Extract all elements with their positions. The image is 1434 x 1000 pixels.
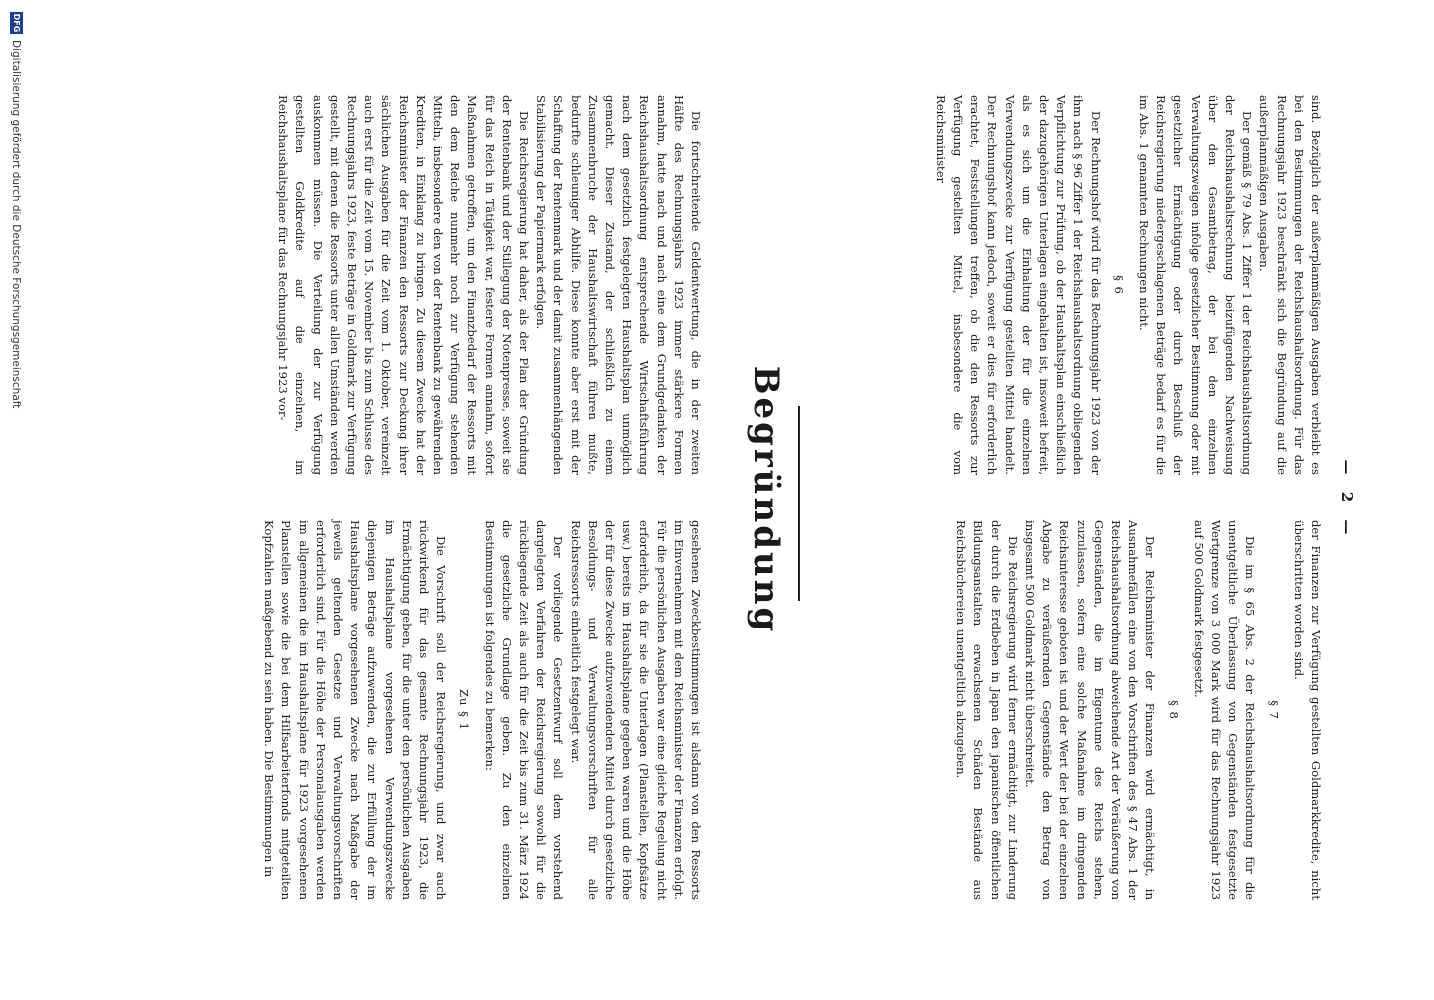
upper-right-column [952,520,1324,900]
paragraph: Die Vorschrift soll der Reichsregierung, und zwar auch rückwirkend für das gesamte Rechnungsjahr 1923, die Ermächtigung geben, für die unter den persönlichen Ausgaben im Haushaltsplane vorgesehenen Verwendungszwecke diejenigen Beträge aufzuwenden, die zur Erfüllung der im Haushaltsplane vorgesehenen Zwecke nach Maßgabe der jeweils geltenden Gesetze und Verwaltungsvorschriften erforderlich sind. Für die Höhe der Personalausgaben werden im allgemeinen die im Haushaltsplane für 1923 vorgesehenen Planstellen sowie die bei dem Hilfsarbeiterfonds mitgeteilten Kopfzahlen maßgebend zu sein haben. Die Bestimmungen in [262,520,449,900]
section-heading-6: § 6 [1111,275,1126,295]
lower-left-column [274,95,704,475]
paragraph: Der gemäß § 79 Abs. 1 Ziffer 1 der Reichshaushaltsordnung der Reichshaushaltsrechnung beizufügenden Nachweisung über den Gesamtbetrag, der bei den einzelnen Verwaltungszweigen infolge gesetzlicher Bestimmung oder mit gesetzlicher Ermächtigung oder durch Beschluß der Reichsregierung niedergeschlagenen Beträge bedarf es für die im Abs. 1 genannten Rechnungen nicht. [1136,95,1255,475]
credit-text: Digitalisierung gefördert durch die Deutsche Forschungsgemeinschaft [10,40,23,409]
paragraph: Die im § 65 Abs. 2 der Reichshaushaltsordnung für die unentgeltliche Überlassung von Gegenständen festgesetzte Wertgrenze von 3 000 Mark wird für das Rechnungsjahr 1923 auf 500 Goldmark festgesetzt. [1191,520,1258,900]
lower-right-column [260,520,704,900]
digitization-credit [10,12,23,408]
paragraph: gesehenen Zweckbestimmungen ist alsdann von den Ressorts im Einvernehmen mit dem Reichsminister der Finanzen erfolgt. Für die persönlichen Ausgaben war eine gleiche Regelung nicht erforderlich, da für sie die Unterlagen (Planstellen, Kopfsätze usw.) bereits im Haushaltsplane gegeben waren und die Höhe der für diese Zwecke aufzuwendenden Mittel durch gesetzliche Besoldungs- und Verwaltungsvorschriften für alle Reichsressorts einheitlich festgelegt war. [568,520,703,900]
section-heading-zu-1: Zu § 1 [457,688,472,732]
paragraph: Die Reichsregierung wird ferner ermächtigt, zur Linderung der durch die Erdbeben in Japan den japanischen öffentlichen Bildungsanstalten erwachsenen Schäden Bestände aus Reichsbüchereien unentgeltlich abzugeben. [954,520,1020,900]
paragraph: Die Reichsregierung hat daher, als der Plan der Gründung der Rentenbank und der Stillegung der Notenpresse, soweit sie für das Reich in Tätigkeit war, festere Formen annahm, sofort Maßnahmen getroffen, um den Finanzbedarf der Ressorts mit den dem Reiche nunmehr noch zur Verfügung stehenden Mitteln, insbesondere den von der Rentenbank zu gewährenden Krediten, in Einklang zu bringen. Zu diesem Zwecke hat der Reichsminister der Finanzen den Ressorts zur Deckung ihrer sächlichen Ausgaben für die Zeit vom 1. Oktober, vereinzelt auch erst für die Zeit vom 15. November bis zum Schlusse des Rechnungsjahrs 1923, feste Beträge in Goldmark zur Verfügung gestellt, mit denen die Ressorts unter allen Umständen werden auskommen müssen. Die Verteilung der zur Verfügung gestellten Goldkredite auf die einzelnen, im Reichshaushaltsplane für das Rechnungsjahr 1923 vor- [276,95,531,475]
upper-left-column [932,95,1324,475]
paragraph: der Finanzen zur Verfügung gestellten Goldmarkkredite, nicht überschritten worden sind. [1291,520,1323,900]
dfg-logo: DFG [12,13,21,33]
page-number: — 2 — [1338,459,1356,541]
section-heading-7: § 7 [1266,700,1281,720]
paragraph: Der Reichsminister der Finanzen wird ermächtigt, in Ausnahmefällen eine von den Vorschriften des § 47 Abs. 1 der Reichshaushaltsordnung abweichende Art der Veräußerung von Gegenständen, die im Eigentume des Reichs stehen, zuzulassen, sofern eine solche Maßnahme im dringenden Reichsinteresse geboten ist und der Wert der bei der einzelnen Abgabe zu veräußernden Gegenstände den Betrag von insgesamt 500 Goldmark nicht überschreitet. [1022,520,1158,900]
paragraph: sind. Bezüglich der außerplanmäßigen Ausgaben verbleibt es bei den Bestimmungen der Reichshaushaltsordnung. Für das Rechnungsjahr 1923 beschränkt sich die Begründung auf die außerplanmäßigen Ausgaben. [1257,95,1323,475]
section-heading-8: § 8 [1166,700,1181,720]
paragraph: Der vorliegende Gesetzentwurf soll dem vorstehend dargelegten Verfahren der Reichsregierung sowohl für die rückliegende Zeit als auch für die Zeit bis zum 31. März 1924 die gesetzliche Grundlage geben. Zu den einzelnen Bestimmungen ist folgendes zu bemerken: [482,520,566,900]
paragraph: Der Rechnungshof wird für das Rechnungsjahr 1923 von der ihm nach § 96 Ziffer 1 der Reichshaushaltsordnung obliegenden Verpflichtung zur Prüfung, ob der Haushaltsplan einschließlich der dazugehörigen Unterlagen eingehalten ist, insoweit befreit, als es sich um die Einhaltung der für die einzelnen Verwendungszwecke zur Verfügung gestellten Mittel handelt. Der Rechnungshof kann jedoch, soweit er dies für erforderlich erachtet, Feststellungen treffen, ob die den Ressorts zur Verfügung gestellten Mittel, insbesondere die vom Reichsminister [933,95,1103,475]
paragraph: Die fortschreitende Geldentwertung, die in der zweiten Hälfte des Rechnungsjahrs 1923 immer stärkere Formen annahm, hatte nach und nach eine dem Grundgedanken der Reichshaushaltsordnung entsprechende Wirtschaftsführung nach dem gesetzlich festgelegten Haushaltsplan unmöglich gemacht. Dieser Zustand, der schließlich zu einem Zusammenbruche der Haushaltswirtschaft führen mußte, bedurfte schleuniger Abhilfe. Diese konnte aber erst mit der Schaffung der Rentenmark und der damit zusammenhängenden Stabilisierung der Papiermark erfolgen. [534,95,703,475]
page-title: Begründung [746,365,786,635]
